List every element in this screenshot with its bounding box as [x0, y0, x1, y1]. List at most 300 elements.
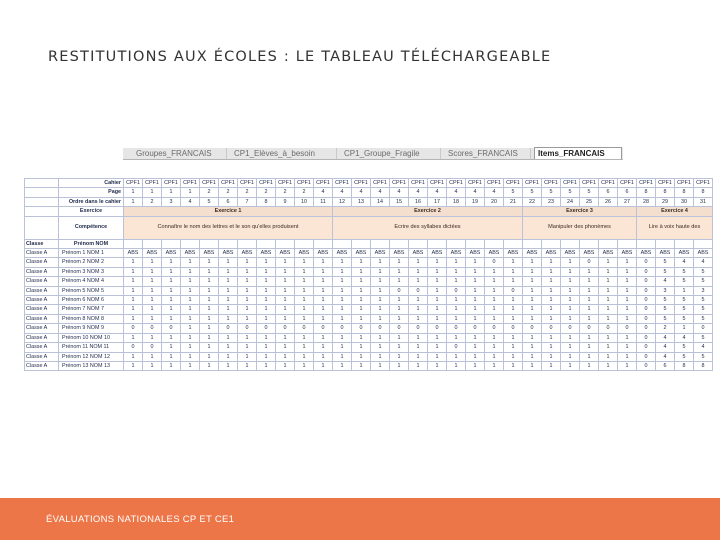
score-cell[interactable]: 0: [447, 324, 466, 333]
score-cell[interactable]: 1: [162, 258, 181, 267]
score-cell[interactable]: 0: [561, 324, 580, 333]
score-cell[interactable]: 5: [675, 314, 694, 323]
score-cell[interactable]: 1: [390, 267, 409, 276]
score-cell[interactable]: 1: [333, 333, 352, 342]
page-cell[interactable]: 2: [200, 188, 219, 197]
page-cell[interactable]: 4: [333, 188, 352, 197]
ordre-cell[interactable]: 15: [390, 197, 409, 206]
score-cell[interactable]: 1: [181, 296, 200, 305]
score-cell[interactable]: 1: [409, 352, 428, 361]
score-cell[interactable]: 1: [580, 286, 599, 295]
cahier-cell[interactable]: CPF1: [200, 179, 219, 188]
score-cell[interactable]: 0: [637, 333, 656, 342]
score-cell[interactable]: 1: [238, 296, 257, 305]
score-cell[interactable]: 1: [295, 333, 314, 342]
score-cell[interactable]: 1: [162, 352, 181, 361]
score-cell[interactable]: 1: [352, 277, 371, 286]
score-cell[interactable]: 1: [314, 305, 333, 314]
score-cell[interactable]: 8: [694, 361, 713, 370]
score-cell[interactable]: 1: [295, 267, 314, 276]
ordre-cell[interactable]: 24: [561, 197, 580, 206]
score-cell[interactable]: 0: [618, 324, 637, 333]
ordre-cell[interactable]: 25: [580, 197, 599, 206]
score-cell[interactable]: 1: [276, 277, 295, 286]
score-cell[interactable]: 4: [694, 343, 713, 352]
page-cell[interactable]: 4: [466, 188, 485, 197]
score-cell[interactable]: 1: [200, 333, 219, 342]
page-cell[interactable]: 8: [675, 188, 694, 197]
score-cell[interactable]: 1: [124, 333, 143, 342]
score-cell[interactable]: 1: [428, 314, 447, 323]
empty-cell[interactable]: [637, 239, 656, 248]
score-cell[interactable]: 1: [238, 267, 257, 276]
score-cell[interactable]: 1: [580, 343, 599, 352]
score-cell[interactable]: 2: [656, 324, 675, 333]
score-cell[interactable]: ABS: [295, 249, 314, 258]
score-cell[interactable]: 1: [295, 296, 314, 305]
score-cell[interactable]: 1: [162, 333, 181, 342]
score-cell[interactable]: 1: [371, 314, 390, 323]
score-cell[interactable]: 1: [523, 314, 542, 323]
cahier-cell[interactable]: CPF1: [447, 179, 466, 188]
score-cell[interactable]: 1: [561, 343, 580, 352]
score-cell[interactable]: 1: [428, 258, 447, 267]
score-cell[interactable]: 1: [352, 352, 371, 361]
score-cell[interactable]: 1: [542, 305, 561, 314]
score-cell[interactable]: 0: [390, 286, 409, 295]
score-cell[interactable]: 1: [333, 361, 352, 370]
score-cell[interactable]: 5: [675, 343, 694, 352]
cahier-cell[interactable]: CPF1: [675, 179, 694, 188]
student-name-cell[interactable]: Prénom 11 NOM 11: [59, 343, 124, 352]
score-cell[interactable]: 1: [352, 258, 371, 267]
score-cell[interactable]: 1: [466, 343, 485, 352]
score-cell[interactable]: 1: [143, 305, 162, 314]
score-cell[interactable]: 1: [352, 361, 371, 370]
score-cell[interactable]: ABS: [675, 249, 694, 258]
page-cell[interactable]: 2: [219, 188, 238, 197]
score-cell[interactable]: ABS: [314, 249, 333, 258]
score-cell[interactable]: 1: [314, 267, 333, 276]
score-cell[interactable]: 1: [523, 361, 542, 370]
page-cell[interactable]: 6: [618, 188, 637, 197]
score-cell[interactable]: 1: [599, 333, 618, 342]
score-cell[interactable]: 1: [124, 352, 143, 361]
page-cell[interactable]: 4: [352, 188, 371, 197]
sheet-tab[interactable]: CP1_Groupe_Fragile: [341, 148, 441, 159]
ordre-cell[interactable]: 23: [542, 197, 561, 206]
score-cell[interactable]: 4: [675, 333, 694, 342]
score-cell[interactable]: 1: [618, 361, 637, 370]
sheet-tab[interactable]: Groupes_FRANCAIS: [133, 148, 227, 159]
ordre-cell[interactable]: 29: [656, 197, 675, 206]
score-cell[interactable]: 1: [295, 258, 314, 267]
score-cell[interactable]: 4: [656, 352, 675, 361]
score-cell[interactable]: 1: [447, 258, 466, 267]
score-cell[interactable]: 1: [352, 305, 371, 314]
score-cell[interactable]: 0: [447, 286, 466, 295]
score-cell[interactable]: 1: [504, 333, 523, 342]
score-cell[interactable]: 1: [580, 314, 599, 323]
score-cell[interactable]: 1: [599, 258, 618, 267]
page-cell[interactable]: 5: [580, 188, 599, 197]
score-cell[interactable]: 1: [219, 343, 238, 352]
score-cell[interactable]: 1: [333, 305, 352, 314]
score-cell[interactable]: 1: [181, 258, 200, 267]
score-cell[interactable]: 1: [219, 305, 238, 314]
score-cell[interactable]: 1: [276, 343, 295, 352]
score-cell[interactable]: 5: [675, 305, 694, 314]
score-cell[interactable]: ABS: [162, 249, 181, 258]
score-cell[interactable]: 1: [599, 296, 618, 305]
score-cell[interactable]: 1: [580, 305, 599, 314]
score-cell[interactable]: 0: [504, 286, 523, 295]
score-cell[interactable]: ABS: [656, 249, 675, 258]
score-cell[interactable]: 0: [143, 324, 162, 333]
score-cell[interactable]: 1: [485, 277, 504, 286]
ordre-cell[interactable]: 2: [143, 197, 162, 206]
ordre-cell[interactable]: 27: [618, 197, 637, 206]
score-cell[interactable]: 1: [219, 333, 238, 342]
score-cell[interactable]: 1: [542, 352, 561, 361]
page-cell[interactable]: 4: [314, 188, 333, 197]
score-cell[interactable]: 1: [409, 296, 428, 305]
score-cell[interactable]: 0: [637, 324, 656, 333]
score-cell[interactable]: 5: [675, 277, 694, 286]
student-name-cell[interactable]: Prénom 1 NOM 1: [59, 249, 124, 258]
score-cell[interactable]: 1: [238, 333, 257, 342]
score-cell[interactable]: 1: [124, 314, 143, 323]
empty-cell[interactable]: [390, 239, 409, 248]
score-cell[interactable]: 1: [162, 296, 181, 305]
competence-header[interactable]: Connaître le nom des lettres et le son qu'elles produisent: [124, 216, 333, 239]
cahier-cell[interactable]: CPF1: [580, 179, 599, 188]
empty-cell[interactable]: [162, 239, 181, 248]
score-cell[interactable]: 1: [181, 352, 200, 361]
score-cell[interactable]: ABS: [561, 249, 580, 258]
ordre-cell[interactable]: 22: [523, 197, 542, 206]
score-cell[interactable]: 6: [656, 361, 675, 370]
score-cell[interactable]: 5: [656, 305, 675, 314]
score-cell[interactable]: 1: [485, 333, 504, 342]
score-cell[interactable]: 0: [637, 314, 656, 323]
score-cell[interactable]: ABS: [257, 249, 276, 258]
score-cell[interactable]: 1: [371, 305, 390, 314]
score-cell[interactable]: 1: [200, 324, 219, 333]
page-cell[interactable]: 5: [504, 188, 523, 197]
score-cell[interactable]: 1: [542, 267, 561, 276]
page-cell[interactable]: 8: [694, 188, 713, 197]
score-cell[interactable]: 1: [447, 277, 466, 286]
score-cell[interactable]: 1: [390, 258, 409, 267]
empty-cell[interactable]: [25, 207, 59, 216]
score-cell[interactable]: 1: [181, 343, 200, 352]
score-cell[interactable]: 5: [656, 296, 675, 305]
score-cell[interactable]: 1: [257, 333, 276, 342]
score-cell[interactable]: ABS: [618, 249, 637, 258]
classe-cell[interactable]: Classe A: [25, 361, 59, 370]
score-cell[interactable]: 1: [675, 324, 694, 333]
score-cell[interactable]: 1: [371, 361, 390, 370]
page-cell[interactable]: 2: [238, 188, 257, 197]
score-cell[interactable]: 0: [637, 286, 656, 295]
score-cell[interactable]: ABS: [409, 249, 428, 258]
ordre-cell[interactable]: 30: [675, 197, 694, 206]
score-cell[interactable]: 1: [390, 277, 409, 286]
score-cell[interactable]: 1: [371, 296, 390, 305]
score-cell[interactable]: 0: [599, 324, 618, 333]
score-cell[interactable]: 1: [599, 267, 618, 276]
score-cell[interactable]: 1: [409, 258, 428, 267]
score-cell[interactable]: 1: [257, 267, 276, 276]
score-cell[interactable]: 1: [314, 343, 333, 352]
cahier-cell[interactable]: CPF1: [409, 179, 428, 188]
score-cell[interactable]: 0: [580, 324, 599, 333]
cahier-cell[interactable]: CPF1: [352, 179, 371, 188]
score-cell[interactable]: 1: [523, 258, 542, 267]
cahier-cell[interactable]: CPF1: [181, 179, 200, 188]
score-cell[interactable]: 1: [504, 305, 523, 314]
score-cell[interactable]: 4: [656, 333, 675, 342]
score-cell[interactable]: 1: [561, 361, 580, 370]
score-cell[interactable]: 1: [466, 352, 485, 361]
score-cell[interactable]: 1: [504, 277, 523, 286]
score-cell[interactable]: 1: [219, 258, 238, 267]
score-cell[interactable]: 1: [295, 305, 314, 314]
score-cell[interactable]: 3: [656, 286, 675, 295]
score-cell[interactable]: ABS: [276, 249, 295, 258]
ordre-cell[interactable]: 3: [162, 197, 181, 206]
score-cell[interactable]: 1: [390, 296, 409, 305]
ordre-cell[interactable]: 5: [200, 197, 219, 206]
score-cell[interactable]: 1: [599, 361, 618, 370]
prenom-nom-header[interactable]: Prénom NOM: [59, 239, 124, 248]
score-cell[interactable]: 1: [466, 258, 485, 267]
score-cell[interactable]: 5: [675, 296, 694, 305]
score-cell[interactable]: ABS: [504, 249, 523, 258]
score-cell[interactable]: 1: [276, 314, 295, 323]
score-cell[interactable]: 1: [276, 333, 295, 342]
score-cell[interactable]: ABS: [390, 249, 409, 258]
score-cell[interactable]: 1: [295, 343, 314, 352]
score-cell[interactable]: 1: [390, 333, 409, 342]
score-cell[interactable]: 0: [124, 343, 143, 352]
cahier-cell[interactable]: CPF1: [466, 179, 485, 188]
cahier-cell[interactable]: CPF1: [390, 179, 409, 188]
score-cell[interactable]: ABS: [523, 249, 542, 258]
empty-cell[interactable]: [466, 239, 485, 248]
score-cell[interactable]: 1: [466, 333, 485, 342]
empty-cell[interactable]: [25, 197, 59, 206]
ordre-cell[interactable]: 8: [257, 197, 276, 206]
score-cell[interactable]: 1: [295, 286, 314, 295]
score-cell[interactable]: 1: [542, 286, 561, 295]
score-cell[interactable]: 1: [542, 314, 561, 323]
cahier-label[interactable]: Cahier: [59, 179, 124, 188]
score-cell[interactable]: 1: [466, 296, 485, 305]
score-cell[interactable]: 1: [143, 267, 162, 276]
cahier-cell[interactable]: CPF1: [523, 179, 542, 188]
score-cell[interactable]: 1: [428, 277, 447, 286]
score-cell[interactable]: 1: [542, 258, 561, 267]
score-cell[interactable]: 1: [238, 277, 257, 286]
empty-cell[interactable]: [599, 239, 618, 248]
score-cell[interactable]: 1: [219, 314, 238, 323]
score-cell[interactable]: 1: [124, 305, 143, 314]
score-cell[interactable]: 1: [219, 296, 238, 305]
score-cell[interactable]: 1: [390, 352, 409, 361]
score-cell[interactable]: 1: [561, 267, 580, 276]
page-label[interactable]: Page: [59, 188, 124, 197]
cahier-cell[interactable]: CPF1: [656, 179, 675, 188]
score-cell[interactable]: 1: [143, 314, 162, 323]
score-cell[interactable]: 1: [561, 352, 580, 361]
score-cell[interactable]: 1: [447, 352, 466, 361]
score-cell[interactable]: 1: [257, 296, 276, 305]
score-cell[interactable]: 1: [542, 296, 561, 305]
score-cell[interactable]: 0: [485, 324, 504, 333]
score-cell[interactable]: 0: [580, 258, 599, 267]
score-cell[interactable]: 1: [219, 267, 238, 276]
score-cell[interactable]: 1: [618, 277, 637, 286]
score-cell[interactable]: 1: [257, 361, 276, 370]
score-cell[interactable]: 1: [371, 277, 390, 286]
cahier-cell[interactable]: CPF1: [257, 179, 276, 188]
score-cell[interactable]: 1: [504, 361, 523, 370]
page-cell[interactable]: 6: [599, 188, 618, 197]
score-cell[interactable]: 1: [466, 286, 485, 295]
ordre-cell[interactable]: 19: [466, 197, 485, 206]
classe-cell[interactable]: Classe A: [25, 352, 59, 361]
score-cell[interactable]: 0: [371, 324, 390, 333]
score-cell[interactable]: 1: [181, 267, 200, 276]
student-name-cell[interactable]: Prénom 7 NOM 7: [59, 305, 124, 314]
score-cell[interactable]: 1: [124, 267, 143, 276]
score-cell[interactable]: 1: [390, 343, 409, 352]
score-cell[interactable]: 1: [295, 314, 314, 323]
score-cell[interactable]: 0: [637, 267, 656, 276]
empty-cell[interactable]: [504, 239, 523, 248]
score-cell[interactable]: 0: [314, 324, 333, 333]
classe-cell[interactable]: Classe A: [25, 314, 59, 323]
score-cell[interactable]: 0: [523, 324, 542, 333]
score-cell[interactable]: 1: [542, 343, 561, 352]
page-cell[interactable]: 2: [295, 188, 314, 197]
score-cell[interactable]: 1: [618, 267, 637, 276]
classe-cell[interactable]: Classe A: [25, 333, 59, 342]
empty-cell[interactable]: [371, 239, 390, 248]
score-cell[interactable]: 1: [200, 277, 219, 286]
score-cell[interactable]: ABS: [428, 249, 447, 258]
score-cell[interactable]: 1: [504, 258, 523, 267]
score-cell[interactable]: 1: [276, 267, 295, 276]
score-cell[interactable]: 1: [618, 286, 637, 295]
score-cell[interactable]: 1: [181, 314, 200, 323]
score-cell[interactable]: 0: [542, 324, 561, 333]
score-cell[interactable]: ABS: [542, 249, 561, 258]
student-name-cell[interactable]: Prénom 6 NOM 6: [59, 296, 124, 305]
score-cell[interactable]: 1: [276, 305, 295, 314]
score-cell[interactable]: ABS: [466, 249, 485, 258]
score-cell[interactable]: 1: [257, 314, 276, 323]
score-cell[interactable]: ABS: [694, 249, 713, 258]
page-cell[interactable]: 4: [485, 188, 504, 197]
score-cell[interactable]: 5: [694, 314, 713, 323]
score-cell[interactable]: 1: [257, 258, 276, 267]
score-cell[interactable]: 1: [599, 277, 618, 286]
classe-cell[interactable]: Classe A: [25, 267, 59, 276]
classe-header[interactable]: Classe: [25, 239, 59, 248]
empty-cell[interactable]: [314, 239, 333, 248]
score-cell[interactable]: 1: [409, 267, 428, 276]
cahier-cell[interactable]: CPF1: [162, 179, 181, 188]
score-cell[interactable]: 1: [314, 352, 333, 361]
score-cell[interactable]: 1: [314, 277, 333, 286]
score-cell[interactable]: 1: [599, 352, 618, 361]
exercice-label[interactable]: Exercice: [59, 207, 124, 216]
ordre-cell[interactable]: 11: [314, 197, 333, 206]
score-cell[interactable]: 1: [314, 333, 333, 342]
ordre-cell[interactable]: 28: [637, 197, 656, 206]
score-cell[interactable]: 1: [580, 277, 599, 286]
score-cell[interactable]: 1: [143, 258, 162, 267]
score-cell[interactable]: 1: [523, 286, 542, 295]
score-cell[interactable]: 5: [694, 352, 713, 361]
score-cell[interactable]: 1: [485, 352, 504, 361]
page-cell[interactable]: 4: [390, 188, 409, 197]
empty-cell[interactable]: [124, 239, 143, 248]
score-cell[interactable]: 1: [371, 286, 390, 295]
score-cell[interactable]: 1: [238, 314, 257, 323]
score-cell[interactable]: 0: [409, 286, 428, 295]
score-cell[interactable]: 1: [162, 277, 181, 286]
score-cell[interactable]: 1: [599, 314, 618, 323]
empty-cell[interactable]: [257, 239, 276, 248]
classe-cell[interactable]: Classe A: [25, 258, 59, 267]
classe-cell[interactable]: Classe A: [25, 249, 59, 258]
score-cell[interactable]: 0: [637, 352, 656, 361]
score-cell[interactable]: 1: [485, 305, 504, 314]
score-cell[interactable]: 1: [200, 286, 219, 295]
exercice-header[interactable]: Exercice 2: [333, 207, 523, 216]
score-cell[interactable]: 1: [238, 352, 257, 361]
score-cell[interactable]: 1: [143, 352, 162, 361]
student-name-cell[interactable]: Prénom 12 NOM 12: [59, 352, 124, 361]
ordre-cell[interactable]: 12: [333, 197, 352, 206]
score-cell[interactable]: 1: [295, 361, 314, 370]
cahier-cell[interactable]: CPF1: [618, 179, 637, 188]
score-cell[interactable]: 1: [162, 314, 181, 323]
score-cell[interactable]: 1: [466, 314, 485, 323]
ordre-cell[interactable]: 10: [295, 197, 314, 206]
score-cell[interactable]: 1: [409, 343, 428, 352]
score-cell[interactable]: 1: [485, 314, 504, 323]
score-cell[interactable]: 1: [219, 361, 238, 370]
cahier-cell[interactable]: CPF1: [637, 179, 656, 188]
score-cell[interactable]: 0: [390, 324, 409, 333]
score-cell[interactable]: 0: [637, 361, 656, 370]
classe-cell[interactable]: Classe A: [25, 286, 59, 295]
score-cell[interactable]: 1: [181, 286, 200, 295]
score-cell[interactable]: 1: [447, 333, 466, 342]
score-cell[interactable]: 1: [428, 296, 447, 305]
score-cell[interactable]: ABS: [371, 249, 390, 258]
cahier-cell[interactable]: CPF1: [333, 179, 352, 188]
score-cell[interactable]: ABS: [599, 249, 618, 258]
score-cell[interactable]: 1: [409, 361, 428, 370]
score-cell[interactable]: 1: [333, 296, 352, 305]
score-cell[interactable]: 1: [333, 267, 352, 276]
